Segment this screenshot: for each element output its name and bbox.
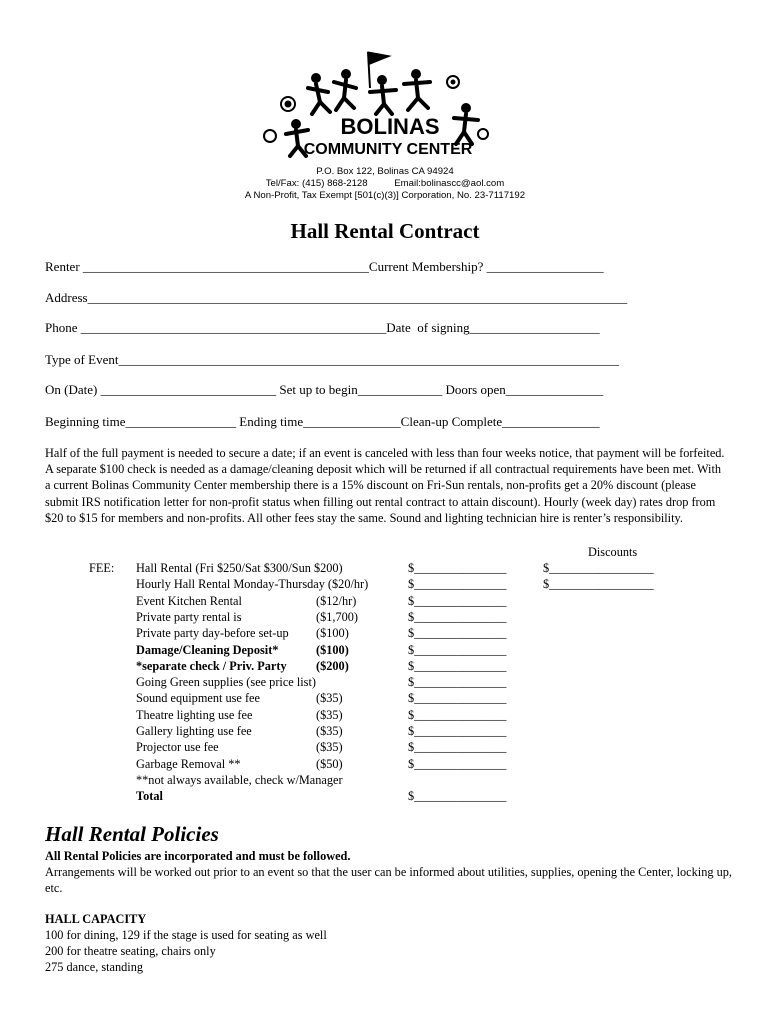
- fee-amount-field[interactable]: $_______________: [408, 593, 507, 608]
- payment-terms-paragraph: Half of the full payment is needed to secure a date; if an event is canceled with less than four weeks notice, that payment will be forfeited. A separate $100 check is needed as a damage/cleaning deposit which will be returned if all contractual requirements have been met. With a current Bolinas Community Center membership there is a 15% discount on Fri-Sun rentals, non-profits get a 20% discount (please submit IRS notification letter for non-profit status when filling out rental contract to attain discount). Hourly (week day) rates drop from $20 to $15 for members and non-profits. All other fees stay the same. Sound and lighting technician hire is renter’s responsibility.: [45, 446, 725, 525]
- fee-amount-field[interactable]: $_______________: [408, 756, 507, 771]
- fee-item-label: **not always available, check w/Manager: [136, 772, 343, 787]
- fee-row: [136, 690, 536, 706]
- fee-item-label: Total: [136, 789, 163, 804]
- fee-item-price: ($200): [316, 658, 349, 673]
- policies-intro: Arrangements will be worked out prior to an event so that the user can be informed about utilities, supplies, opening the Center, locking up, etc.: [45, 865, 732, 896]
- fee-amount-field[interactable]: $_______________: [408, 675, 507, 690]
- fee-row: [136, 723, 536, 739]
- bolinas-community-center-logo: [258, 44, 498, 164]
- fee-item-label: Sound equipment use fee: [136, 691, 260, 706]
- fee-amount-field[interactable]: $_______________: [408, 691, 507, 706]
- fee-item-label: Event Kitchen Rental: [136, 593, 242, 608]
- fee-row: [136, 560, 536, 576]
- fee-item-label: Private party day-before set-up: [136, 626, 289, 641]
- fee-row: [136, 674, 536, 690]
- fee-item-label: Projector use fee: [136, 740, 219, 755]
- fee-amount-field[interactable]: $_______________: [408, 658, 507, 673]
- fee-row: [136, 625, 536, 641]
- address-field-line[interactable]: Address___________________________________________________________________________________: [45, 290, 628, 305]
- discount-field[interactable]: $_________________: [543, 561, 654, 575]
- fee-amount-field[interactable]: $_______________: [408, 642, 507, 657]
- logo-subtitle-text: COMMUNITY CENTER: [303, 141, 473, 158]
- discount-field[interactable]: $_________________: [543, 577, 654, 591]
- fee-row: [136, 788, 536, 804]
- fee-amount-field[interactable]: $_______________: [408, 789, 507, 804]
- fee-item-price: ($12/hr): [316, 593, 357, 608]
- fee-amount-field[interactable]: $_______________: [408, 577, 507, 592]
- fee-item-label: Damage/Cleaning Deposit*: [136, 642, 279, 657]
- address-line: P.O. Box 122, Bolinas CA 94924: [316, 166, 454, 177]
- fee-amount-field[interactable]: $_______________: [408, 609, 507, 624]
- fee-label: FEE:: [89, 561, 115, 575]
- policies-section: [45, 848, 735, 975]
- fee-item-label: Private party rental is: [136, 609, 242, 624]
- phone-field-line[interactable]: Phone _______________________________________________Date of signing____________________: [45, 320, 600, 335]
- hall-capacity-heading: HALL CAPACITY: [45, 911, 147, 926]
- tax-status-line: A Non-Profit, Tax Exempt [501(c)(3)] Corporation, No. 23-7117192: [244, 190, 526, 201]
- policies-intro-bold: All Rental Policies are incorporated and must be followed.: [45, 849, 351, 863]
- fee-row: [136, 658, 536, 674]
- policies-title: Hall Rental Policies: [45, 822, 219, 846]
- fee-row: [136, 772, 536, 788]
- fee-item-price: ($35): [316, 724, 343, 738]
- capacity-item: 275 dance, standing: [45, 960, 144, 975]
- fee-amount-field[interactable]: $_______________: [408, 724, 507, 738]
- renter-field-line[interactable]: Renter ____________________________________________Current Membership? __________________: [45, 259, 604, 274]
- fee-amount-field[interactable]: $_______________: [408, 626, 507, 641]
- fee-amount-field[interactable]: $_______________: [408, 707, 507, 722]
- capacity-item: 200 for theatre seating, chairs only: [45, 944, 216, 959]
- fee-amount-field[interactable]: $_______________: [408, 740, 507, 755]
- fee-item-price: ($35): [316, 691, 343, 706]
- discounts-heading: Discounts: [588, 545, 638, 559]
- fee-amount-field[interactable]: $_______________: [408, 561, 507, 575]
- fee-item-label: *separate check / Priv. Party: [136, 658, 287, 673]
- fee-item-price: ($1,700): [316, 609, 359, 624]
- fee-row: [136, 707, 536, 723]
- fee-row: [136, 576, 536, 592]
- fee-item-price: ($35): [316, 707, 343, 722]
- logo-title-text: BOLINAS: [340, 114, 440, 139]
- contact-line: Tel/Fax: (415) 868-2128 Email:bolinascc@aol.com: [265, 178, 505, 189]
- fee-item-price: ($100): [316, 626, 349, 641]
- fee-row: [136, 756, 536, 772]
- fee-item-label: Hall Rental (Fri $250/Sat $300/Sun $200): [136, 561, 343, 575]
- fee-row: [136, 739, 536, 755]
- capacity-item: 100 for dining, 129 if the stage is used for seating as well: [45, 927, 327, 942]
- fee-row: [136, 609, 536, 625]
- fee-item-price: ($50): [316, 756, 343, 771]
- fee-item-label: Hourly Hall Rental Monday-Thursday ($20/hr): [136, 577, 369, 592]
- fee-row: [136, 593, 536, 609]
- time-field-line[interactable]: Beginning time_________________ Ending time_______________Clean-up Complete_______________: [45, 414, 600, 429]
- fee-row: [136, 642, 536, 658]
- fee-item-label: Gallery lighting use fee: [136, 724, 252, 738]
- fee-item-label: Going Green supplies (see price list): [136, 675, 316, 690]
- event-type-field-line[interactable]: Type of Event_____________________________________________________________________________: [45, 352, 619, 367]
- date-field-line[interactable]: On (Date) ___________________________ Set up to begin_____________ Doors open_______________: [45, 382, 604, 397]
- fee-item-label: Garbage Removal **: [136, 756, 241, 771]
- fee-item-price: ($35): [316, 740, 343, 755]
- page-title: Hall Rental Contract: [290, 219, 480, 243]
- fee-item-label: Theatre lighting use fee: [136, 707, 253, 722]
- fee-item-price: ($100): [316, 642, 349, 657]
- dancing-figures-logo-icon: [258, 44, 498, 164]
